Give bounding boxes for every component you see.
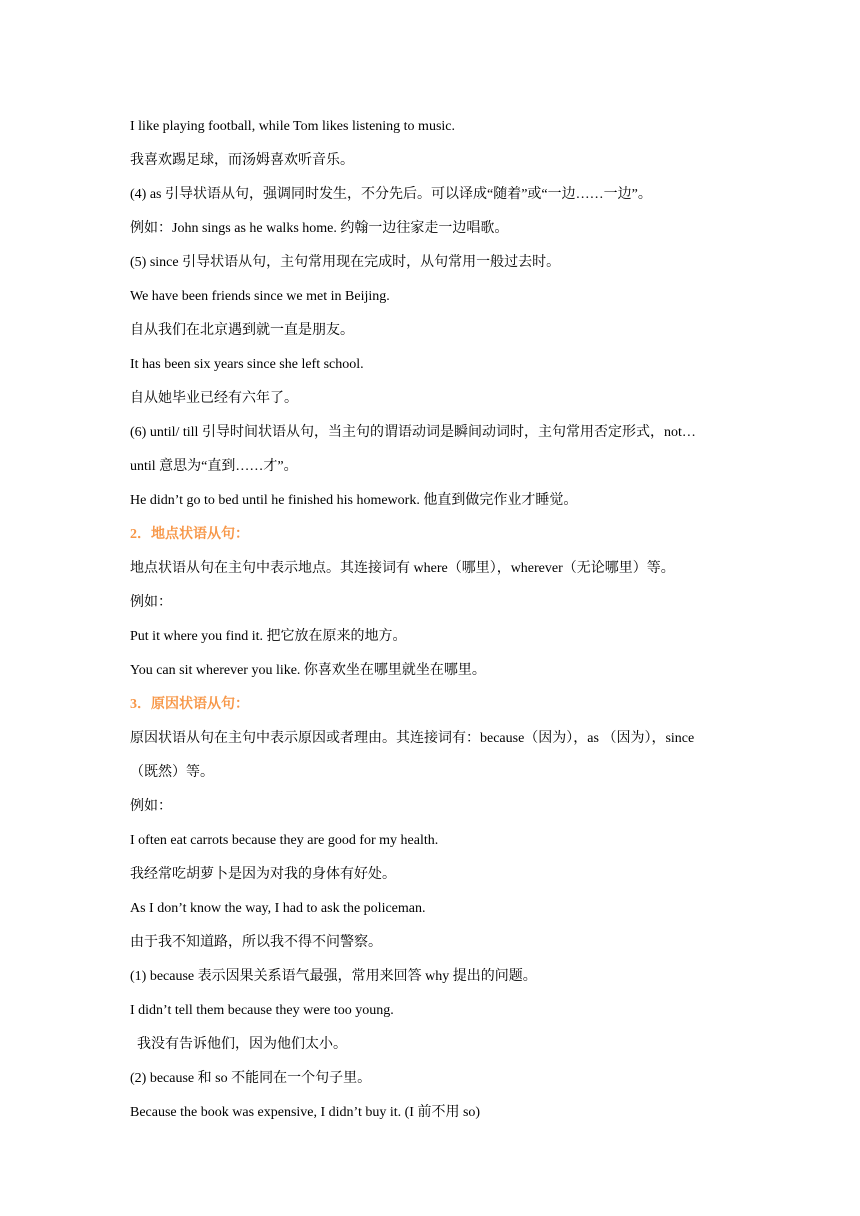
example-label: 例如： [130, 595, 172, 610]
translation-line: 由于我不知道路，所以我不得不问警察。 [130, 935, 382, 950]
translation-line: 我喜欢踢足球，而汤姆喜欢听音乐。 [130, 153, 354, 168]
rule-item-5: (5) since 引导状语从句，主句常用现在完成时，从句常用一般过去时。 [130, 255, 561, 270]
rule-item-6-continued: until 意思为“直到……才”。 [130, 459, 298, 474]
example-sentence: He didn’t go to bed until he finished his homework. 他直到做完作业才睡觉。 [130, 493, 578, 508]
example-line: 例如：John sings as he walks home. 约翰一边往家走一边唱歌。 [130, 221, 509, 236]
section-description: 原因状语从句在主句中表示原因或者理由。其连接词有：because（因为），as （因为），since [130, 731, 695, 746]
example-sentence: We have been friends since we met in Beijing. [130, 289, 390, 304]
example-sentence: As I don’t know the way, I had to ask the policeman. [130, 901, 426, 916]
example-sentence: You can sit wherever you like. 你喜欢坐在哪里就坐在哪里。 [130, 663, 486, 678]
rule-item-1: (1) because 表示因果关系语气最强，常用来回答 why 提出的问题。 [130, 969, 537, 984]
translation-line: 自从她毕业已经有六年了。 [130, 391, 298, 406]
translation-line: 自从我们在北京遇到就一直是朋友。 [130, 323, 354, 338]
rule-item-4: (4) as 引导状语从句，强调同时发生，不分先后。可以译成“随着”或“一边……一边”。 [130, 187, 652, 202]
section-heading-place-clause: 2．地点状语从句： [130, 527, 249, 542]
section-description: 地点状语从句在主句中表示地点。其连接词有 where（哪里），wherever（无论哪里）等。 [130, 561, 675, 576]
example-sentence: I like playing football, while Tom likes listening to music. [130, 119, 456, 134]
rule-item-2: (2) because 和 so 不能同在一个句子里。 [130, 1071, 372, 1086]
rule-item-6: (6) until/ till 引导时间状语从句，当主句的谓语动词是瞬间动词时，主句常用否定形式，not… [130, 425, 696, 440]
example-label: 例如： [130, 799, 172, 814]
document-page [130, 110, 735, 1130]
example-sentence: Because the book was expensive, I didn’t buy it. (I 前不用 so) [130, 1105, 481, 1120]
example-sentence: I often eat carrots because they are good for my health. [130, 833, 439, 848]
example-sentence: Put it where you find it. 把它放在原来的地方。 [130, 629, 407, 644]
section-description-continued: （既然）等。 [130, 765, 214, 780]
section-heading-reason-clause: 3．原因状语从句： [130, 697, 249, 712]
translation-line: 我没有告诉他们，因为他们太小。 [130, 1037, 347, 1052]
example-sentence: I didn’t tell them because they were too young. [130, 1003, 394, 1018]
translation-line: 我经常吃胡萝卜是因为对我的身体有好处。 [130, 867, 396, 882]
example-sentence: It has been six years since she left school. [130, 357, 364, 372]
